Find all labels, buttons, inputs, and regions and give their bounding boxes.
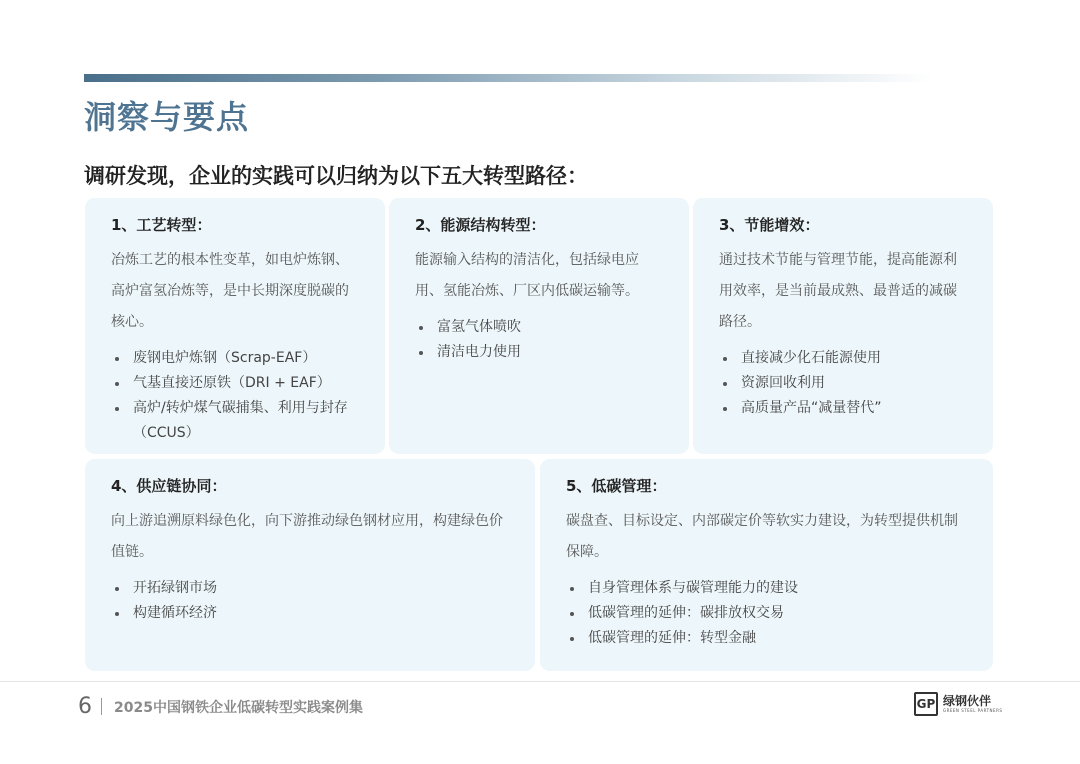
pathway-card-energy [389, 198, 689, 454]
card-description: 通过技术节能与管理节能，提高能源利用效率，是当前最成熟、最普适的减碳路径。 [719, 252, 957, 330]
brand-logo-group [914, 692, 1002, 716]
intro-text: 调研发现，企业的实践可以归纳为以下五大转型路径： [84, 164, 588, 188]
pathway-card-process [85, 198, 385, 454]
list-item: 自身管理体系与碳管理能力的建设 [566, 576, 969, 601]
list-item: 气基直接还原铁（DRI + EAF） [111, 371, 361, 396]
list-item: 废钢电炉炼钢（Scrap-EAF） [111, 346, 361, 371]
list-item: 直接减少化石能源使用 [719, 346, 969, 371]
card-title: 3、节能增效： [719, 216, 820, 234]
list-item: 高质量产品“减量替代” [719, 396, 969, 421]
card-description: 冶炼工艺的根本性变革，如电炉炼钢、高炉富氢冶炼等，是中长期深度脱碳的核心。 [111, 252, 349, 330]
list-item: 资源回收利用 [719, 371, 969, 396]
brand-logo-icon: GP [914, 692, 938, 716]
footer-separator [101, 698, 102, 715]
list-item: 富氢气体喷吹 [415, 315, 665, 340]
pathway-card-efficiency [693, 198, 993, 454]
header-accent-bar [84, 74, 934, 82]
pathway-card-supply-chain [85, 459, 535, 671]
list-item: 构建循环经济 [111, 601, 511, 626]
brand-subtitle: GREEN STEEL PARTNERS [943, 708, 1003, 713]
card-description: 能源输入结构的清洁化，包括绿电应用、氢能冶炼、厂区内低碳运输等。 [415, 252, 639, 299]
brand-text [943, 694, 1002, 714]
footer-divider [0, 681, 1080, 682]
page-number: 6 [78, 694, 92, 719]
bullet-list [415, 315, 665, 365]
bullet-list [111, 576, 511, 626]
list-item: 清洁电力使用 [415, 340, 665, 365]
bullet-list [566, 576, 969, 651]
brand-name: 绿钢伙伴 [943, 694, 992, 708]
bullet-list [719, 346, 969, 421]
list-item: 低碳管理的延伸：转型金融 [566, 626, 969, 651]
card-title: 4、供应链协同： [111, 477, 227, 495]
list-item: 高炉/转炉煤气碳捕集、利用与封存（CCUS） [111, 396, 361, 446]
list-item: 开拓绿钢市场 [111, 576, 511, 601]
pathway-card-management [540, 459, 993, 671]
card-title: 1、工艺转型： [111, 216, 212, 234]
card-title: 2、能源结构转型： [415, 216, 546, 234]
list-item: 低碳管理的延伸：碳排放权交易 [566, 601, 969, 626]
page-title: 洞察与要点 [84, 98, 250, 136]
bullet-list [111, 346, 361, 446]
card-description: 碳盘查、目标设定、内部碳定价等软实力建设，为转型提供机制保障。 [566, 513, 958, 560]
document-title: 2025中国钢铁企业低碳转型实践案例集 [114, 700, 363, 716]
card-description: 向上游追溯原料绿色化，向下游推动绿色钢材应用，构建绿色价值链。 [111, 513, 503, 560]
card-title: 5、低碳管理： [566, 477, 667, 495]
